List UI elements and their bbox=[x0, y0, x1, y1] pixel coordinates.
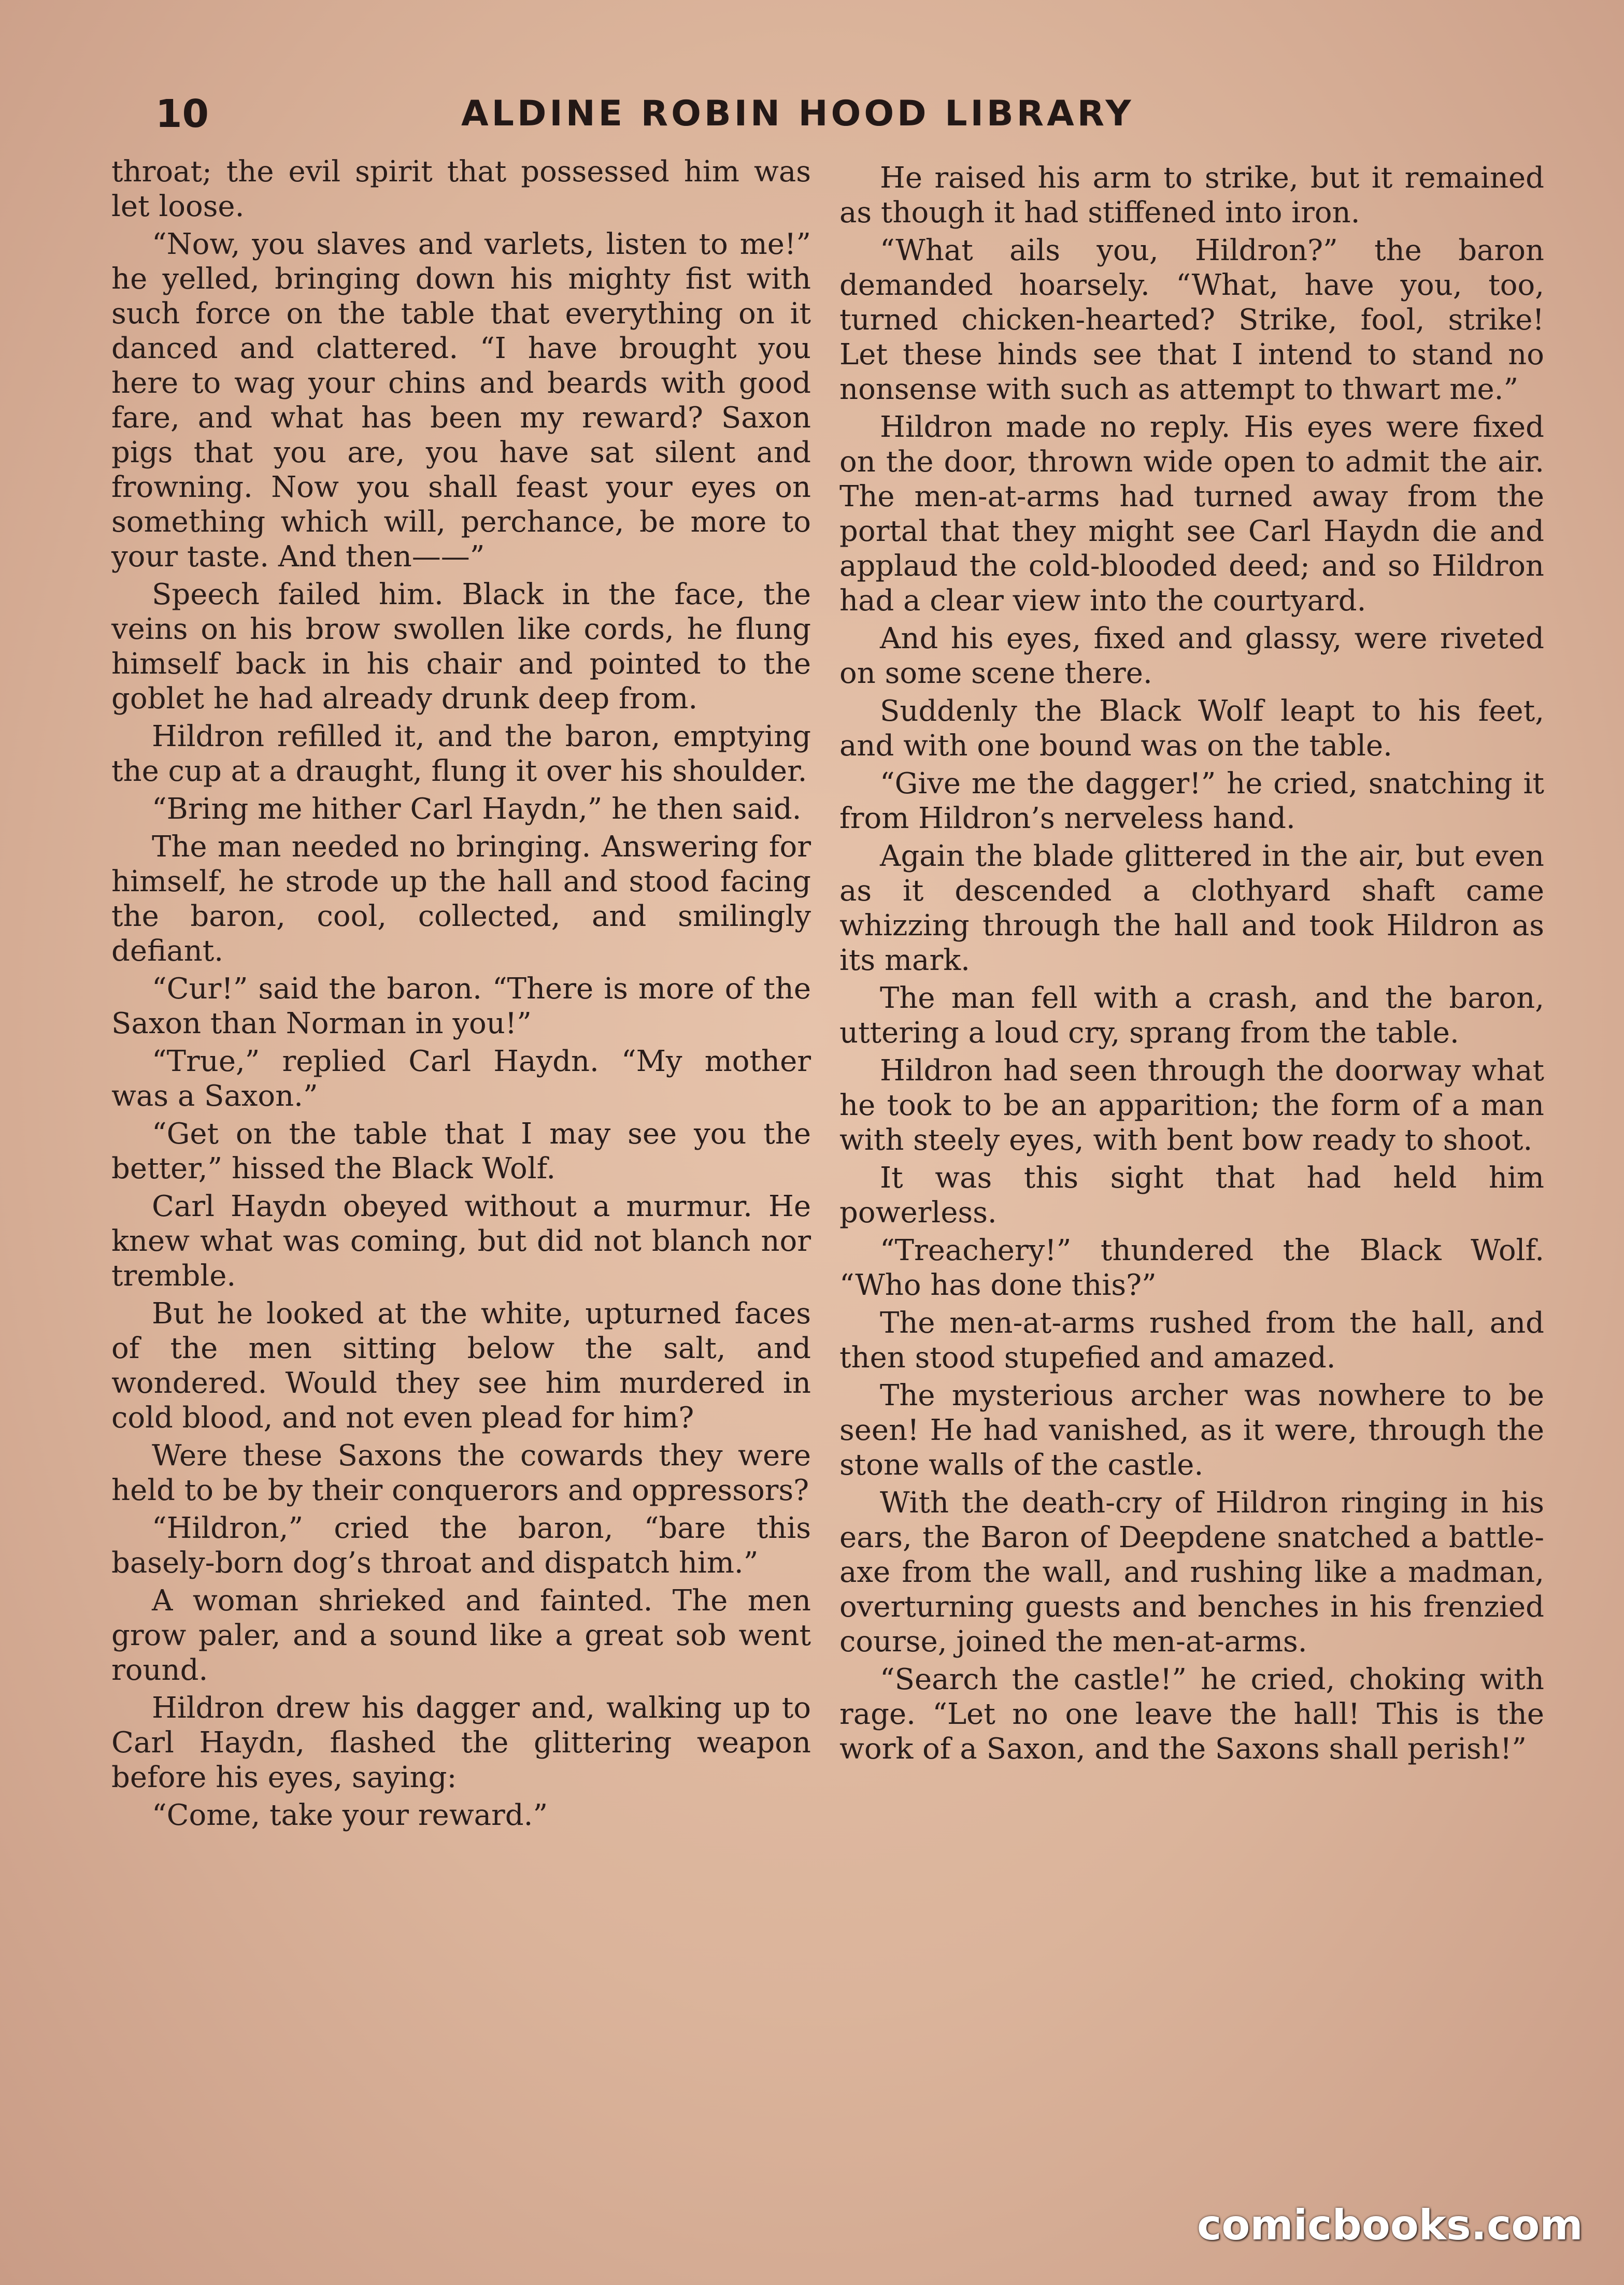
paragraph: The man needed no bringing. Answering for himself, he strode up the hall and stood facing the baron, cool, collected, and smilingly defiant. bbox=[111, 830, 811, 968]
paragraph: With the death-cry of Hildron ringing in his ears, the Baron of Deepdene snatched a battle-axe from the wall, and rushing like a madman, overturning guests and benches in his frenzied course, joined the men-at-arms. bbox=[839, 1486, 1544, 1659]
paragraph: “Come, take your reward.” bbox=[152, 1798, 548, 1832]
paragraph: Again the blade glittered in the air, but even as it descended a clothyard shaft came whizzing through the hall and took Hildron as its mark. bbox=[839, 839, 1544, 977]
paragraph: “Cur!” said the baron. “There is more of the Saxon than Norman in you!” bbox=[111, 972, 811, 1040]
paragraph: “Get on the table that I may see you the better,” hissed the Black Wolf. bbox=[111, 1117, 811, 1186]
paragraph: “Search the castle!” he cried, choking with rage. “Let no one leave the hall! This is the work of a Saxon, and the Saxons shall perish!” bbox=[839, 1663, 1544, 1766]
paragraph: throat; the evil spirit that possessed him was let loose. bbox=[111, 155, 811, 223]
right-column bbox=[839, 161, 1544, 1769]
paragraph: “Hildron,” cried the baron, “bare this basely-born dog’s throat and dispatch him.” bbox=[111, 1511, 811, 1580]
running-title: ALDINE ROBIN HOOD LIBRARY bbox=[461, 93, 1134, 134]
paragraph: Hildron drew his dagger and, walking up to Carl Haydn, flashed the glittering weapon before his eyes, saying: bbox=[111, 1691, 811, 1794]
paragraph: Speech failed him. Black in the face, the veins on his brow swollen like cords, he flung himself back in his chair and pointed to the goblet he had already drunk deep from. bbox=[111, 578, 811, 716]
paragraph: The mysterious archer was nowhere to be seen! He had vanished, as it were, through the stone walls of the castle. bbox=[839, 1379, 1544, 1482]
paragraph: But he looked at the white, upturned faces of the men sitting below the salt, and wondered. Would they see him murdered in cold blood, and not even plead for him? bbox=[111, 1297, 811, 1435]
paragraph: “Treachery!” thundered the Black Wolf. “Who has done this?” bbox=[839, 1234, 1544, 1302]
paragraph: Were these Saxons the cowards they were held to be by their conquerors and oppressors? bbox=[111, 1439, 811, 1507]
paragraph: He raised his arm to strike, but it remained as though it had stiffened into iron. bbox=[839, 161, 1544, 230]
paragraph: “True,” replied Carl Haydn. “My mother was a Saxon.” bbox=[111, 1045, 811, 1113]
paragraph: The man fell with a crash, and the baron, uttering a loud cry, sprang from the table. bbox=[839, 981, 1544, 1050]
paragraph: And his eyes, fixed and glassy, were riveted on some scene there. bbox=[839, 622, 1544, 690]
left-column bbox=[111, 154, 811, 1836]
paragraph: Hildron made no reply. His eyes were fixed on the door, thrown wide open to admit the air. The men-at-arms had turned away from the portal that they might see Carl Haydn die and applaud the cold-blooded deed; and so Hildron had a clear view into the courtyard. bbox=[839, 410, 1544, 618]
paragraph: A woman shrieked and fainted. The men grow paler, and a sound like a great sob went round. bbox=[111, 1584, 811, 1687]
paragraph: It was this sight that had held him powerless. bbox=[839, 1161, 1544, 1230]
paragraph: The men-at-arms rushed from the hall, and then stood stupefied and amazed. bbox=[839, 1306, 1544, 1375]
page-header bbox=[155, 85, 1223, 142]
paragraph: Carl Haydn obeyed without a murmur. He knew what was coming, but did not blanch nor tremble. bbox=[111, 1190, 811, 1293]
paragraph: “Give me the dagger!” he cried, snatching it from Hildron’s nerveless hand. bbox=[839, 767, 1544, 835]
paragraph: “What ails you, Hildron?” the baron demanded hoarsely. “What, have you, too, turned chicken-hearted? Strike, fool, strike! Let these hinds see that I intend to stand no nonsense with such as attempt to thwart me.” bbox=[839, 234, 1544, 406]
paragraph: Suddenly the Black Wolf leapt to his feet, and with one bound was on the table. bbox=[839, 694, 1544, 763]
paragraph: “Bring me hither Carl Haydn,” he then said. bbox=[152, 792, 802, 826]
watermark: comicbooks.com bbox=[1197, 2201, 1583, 2249]
paragraph: Hildron had seen through the doorway what he took to be an apparition; the form of a man with steely eyes, with bent bow ready to shoot. bbox=[839, 1054, 1544, 1157]
paragraph: “Now, you slaves and varlets, listen to me!” he yelled, bringing down his mighty fist with such force on the table that everything on it danced and clattered. “I have brought you here to wag your chins and beards with good fare, and what has been my reward? Saxon pigs that you are, you have sat silent and frowning. Now you shall feast your eyes on something which will, perchance, be more to your taste. And then——” bbox=[111, 227, 811, 574]
page-number: 10 bbox=[155, 92, 209, 136]
paragraph: Hildron refilled it, and the baron, emptying the cup at a draught, flung it over his shoulder. bbox=[111, 720, 811, 788]
